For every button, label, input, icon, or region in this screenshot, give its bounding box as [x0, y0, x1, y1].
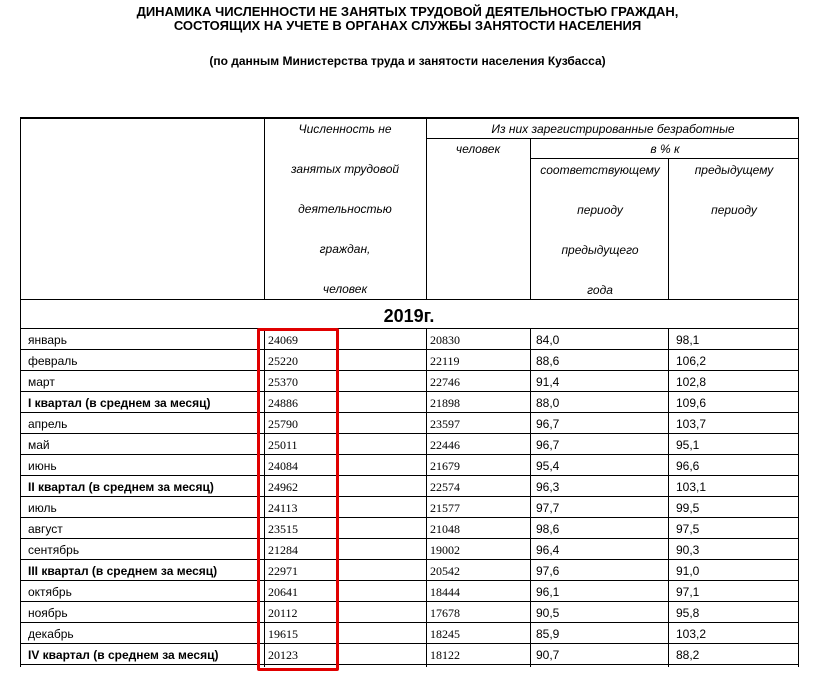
- row-label: III квартал (в среднем за месяц): [28, 564, 218, 578]
- table-row: [20, 581, 798, 602]
- table-row: [20, 602, 798, 623]
- row-pct-prev-year-value: 95,4: [536, 459, 560, 473]
- table-row: [20, 497, 798, 518]
- row-pct-prev-year-value: 96,3: [536, 480, 560, 494]
- row-pct-prev-period-value: 103,1: [676, 480, 707, 494]
- row-pct-prev-period-value: 95,8: [676, 606, 700, 620]
- row-registered-value: 21679: [430, 459, 460, 473]
- row-pct-prev-year-value: 90,7: [536, 648, 560, 662]
- column-divider: [668, 158, 669, 300]
- header-pct-group: в % к: [650, 142, 680, 156]
- row-registered-value: 22446: [430, 438, 460, 452]
- year-label: 2019г.: [383, 306, 435, 326]
- column-divider: [530, 138, 531, 300]
- row-pct-prev-period-value: 88,2: [676, 648, 700, 662]
- row-registered-value: 22574: [430, 480, 460, 494]
- row-label: сентябрь: [28, 543, 80, 557]
- table-row: [20, 539, 798, 560]
- header-pct-prev-year-line: периоду: [577, 203, 623, 217]
- row-registered-value: 21048: [430, 522, 460, 536]
- row-registered-value: 18245: [430, 627, 460, 641]
- row-registered-value: 17678: [430, 606, 460, 620]
- row-pct-prev-year-value: 98,6: [536, 522, 560, 536]
- row-label: февраль: [28, 354, 78, 368]
- header-pct-prev-year-line: предыдущего: [561, 243, 639, 257]
- table-row: [20, 476, 798, 497]
- row-label: апрель: [28, 417, 68, 431]
- header-pct-prev-year-line: соответствующему: [540, 163, 660, 177]
- row-registered-value: 20830: [430, 333, 460, 347]
- table-row: [20, 644, 798, 665]
- row-label: IV квартал (в среднем за месяц): [28, 648, 219, 662]
- row-pct-prev-year-value: 96,7: [536, 417, 560, 431]
- row-label: ноябрь: [28, 606, 68, 620]
- row-pct-prev-year-value: 97,6: [536, 564, 560, 578]
- report-title-line-2: СОСТОЯЩИХ НА УЧЕТЕ В ОРГАНАХ СЛУЖБЫ ЗАНЯТОСТИ НАСЕЛЕНИЯ: [173, 18, 642, 33]
- table-row: [20, 455, 798, 476]
- header-divider: [530, 158, 799, 159]
- row-label: январь: [28, 333, 67, 347]
- row-pct-prev-year-value: 96,4: [536, 543, 560, 557]
- table-top-border: [20, 117, 799, 119]
- row-pct-prev-year-value: 85,9: [536, 627, 560, 641]
- row-registered-value: 18444: [430, 585, 460, 599]
- row-pct-prev-year-value: 97,7: [536, 501, 560, 515]
- data-source-note: (по данным Министерства труда и занятости населения Кузбасса): [209, 54, 606, 68]
- table-row: [20, 560, 798, 581]
- row-pct-prev-period-value: 97,1: [676, 585, 700, 599]
- table-row: [20, 392, 798, 413]
- row-pct-prev-period-value: 90,3: [676, 543, 700, 557]
- row-registered-value: 20542: [430, 564, 460, 578]
- row-pct-prev-year-value: 91,4: [536, 375, 560, 389]
- row-registered-value: 21898: [430, 396, 460, 410]
- header-total-line: граждан,: [319, 242, 371, 256]
- table-row: [20, 371, 798, 392]
- row-pct-prev-period-value: 96,6: [676, 459, 700, 473]
- row-pct-prev-year-value: 96,1: [536, 585, 560, 599]
- row-label: декабрь: [28, 627, 74, 641]
- row-registered-value: 19002: [430, 543, 460, 557]
- row-total-value: 25790: [268, 417, 298, 431]
- table-row: [20, 623, 798, 644]
- row-label: I квартал (в среднем за месяц): [28, 396, 211, 410]
- header-bottom-border: [20, 299, 799, 300]
- row-pct-prev-year-value: 88,6: [536, 354, 560, 368]
- row-pct-prev-period-value: 98,1: [676, 333, 700, 347]
- row-pct-prev-period-value: 95,1: [676, 438, 700, 452]
- row-label: октябрь: [28, 585, 72, 599]
- row-registered-value: 21577: [430, 501, 460, 515]
- row-registered-value: 22746: [430, 375, 460, 389]
- row-label: июнь: [28, 459, 57, 473]
- row-pct-prev-period-value: 109,6: [676, 396, 707, 410]
- header-total-line: человек: [322, 282, 368, 296]
- row-total-value: 23515: [268, 522, 298, 536]
- row-total-value: 20641: [268, 585, 298, 599]
- row-total-value: 25011: [268, 438, 298, 452]
- row-total-value: 20123: [268, 648, 298, 662]
- header-pct-prev-year-line: года: [587, 283, 613, 297]
- header-total-line: Численность не: [298, 122, 392, 136]
- header-total-line: занятых трудовой: [290, 162, 400, 176]
- row-total-value: 24886: [268, 396, 298, 410]
- row-total-value: 20112: [268, 606, 298, 620]
- row-registered-value: 22119: [430, 354, 460, 368]
- row-label: март: [28, 375, 55, 389]
- header-divider: [426, 138, 799, 139]
- header-pct-prev-period-line: предыдущему: [694, 163, 774, 177]
- row-total-value: 22971: [268, 564, 298, 578]
- row-label: II квартал (в среднем за месяц): [28, 480, 214, 494]
- row-separator: [20, 664, 799, 665]
- row-registered-value: 23597: [430, 417, 460, 431]
- row-total-value: 25370: [268, 375, 298, 389]
- row-pct-prev-period-value: 103,7: [676, 417, 707, 431]
- row-total-value: 19615: [268, 627, 298, 641]
- row-pct-prev-year-value: 90,5: [536, 606, 560, 620]
- row-label: май: [28, 438, 50, 452]
- header-persons: человек: [455, 142, 501, 156]
- row-label: июль: [28, 501, 57, 515]
- row-pct-prev-period-value: 103,2: [676, 627, 707, 641]
- row-pct-prev-period-value: 99,5: [676, 501, 700, 515]
- row-pct-prev-year-value: 88,0: [536, 396, 560, 410]
- row-label: август: [28, 522, 63, 536]
- column-divider: [264, 117, 265, 300]
- row-pct-prev-year-value: 96,7: [536, 438, 560, 452]
- row-total-value: 24084: [268, 459, 298, 473]
- table-row: [20, 518, 798, 539]
- row-pct-prev-period-value: 102,8: [676, 375, 707, 389]
- row-pct-prev-period-value: 97,5: [676, 522, 700, 536]
- row-total-value: 24962: [268, 480, 298, 494]
- header-pct-prev-period-line: периоду: [711, 203, 757, 217]
- row-total-value: 24069: [268, 333, 298, 347]
- row-pct-prev-period-value: 106,2: [676, 354, 707, 368]
- table-row: [20, 329, 798, 350]
- table-row: [20, 413, 798, 434]
- table-right-border: [798, 117, 799, 667]
- table-row: [20, 350, 798, 371]
- row-total-value: 25220: [268, 354, 298, 368]
- column-divider: [426, 117, 427, 300]
- row-total-value: 21284: [268, 543, 298, 557]
- row-pct-prev-period-value: 91,0: [676, 564, 700, 578]
- table-row: [20, 434, 798, 455]
- row-total-value: 24113: [268, 501, 298, 515]
- report-title-line-1: ДИНАМИКА ЧИСЛЕННОСТИ НЕ ЗАНЯТЫХ ТРУДОВОЙ ДЕЯТЕЛЬНОСТЬЮ ГРАЖДАН,: [136, 4, 679, 19]
- row-registered-value: 18122: [430, 648, 460, 662]
- row-pct-prev-year-value: 84,0: [536, 333, 560, 347]
- header-total-line: деятельностью: [298, 202, 392, 216]
- header-registered-group: Из них зарегистрированные безработные: [491, 122, 735, 136]
- total-column-highlight: [257, 328, 339, 671]
